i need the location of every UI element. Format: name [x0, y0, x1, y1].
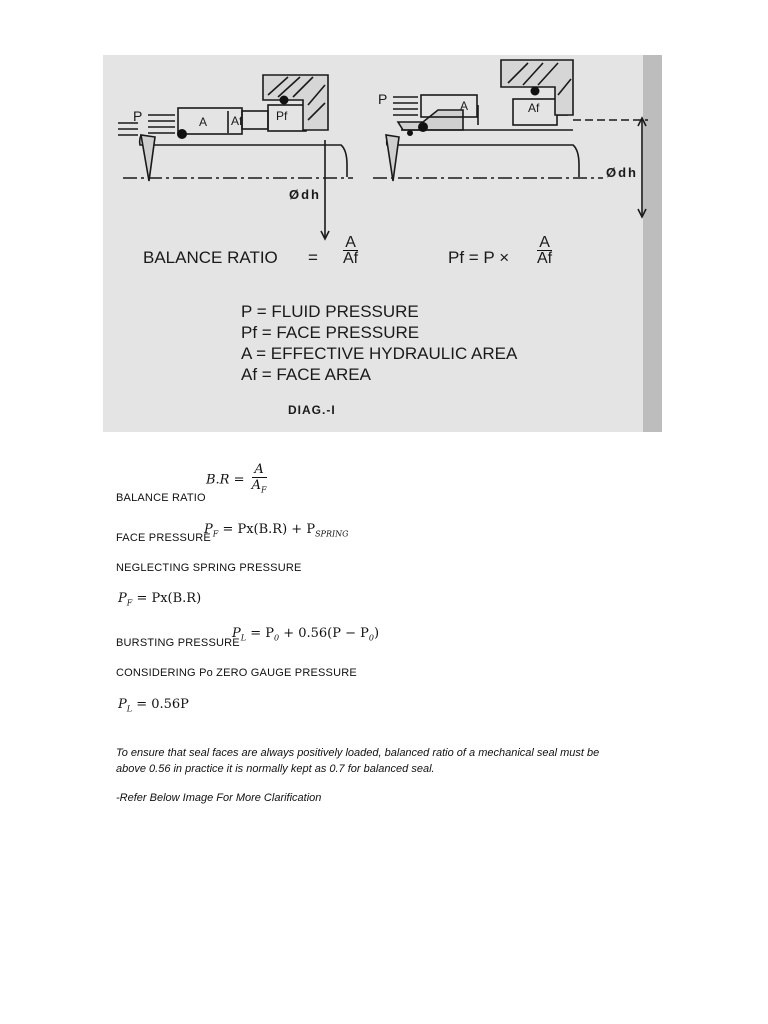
seal-diagram-figure — [103, 55, 662, 432]
face-pressure-formula: Pf = P × — [448, 248, 510, 267]
left-area-label: A — [199, 115, 208, 129]
diagram-caption: DIAG.-I — [288, 403, 336, 417]
right-diameter-label: Ødh — [606, 165, 638, 180]
fraction-denominator: Af — [537, 250, 553, 267]
neglecting-spring-label: NEGLECTING SPRING PRESSURE — [116, 562, 302, 574]
bursting-pressure-label: BURSTING PRESSURE — [116, 637, 240, 649]
left-pressure-label: P — [133, 108, 143, 124]
face-pressure-equation: $P_F = Px(B.R) + P_{SPRING}$ — [204, 522, 349, 539]
left-face-area-label: Af — [231, 114, 243, 128]
considering-zero-gauge-label: CONSIDERING Po ZERO GAUGE PRESSURE — [116, 667, 357, 679]
bursting-pressure-simplified-equation: $P_L = 0.56P$ — [118, 697, 189, 714]
equals-sign: = — [308, 248, 318, 267]
face-pressure-simplified-equation: $P_F = Px(B.R)$ — [118, 591, 202, 608]
note-line: To ensure that seal faces are always positively loaded, balanced ratio of a mechanical seal must be — [116, 747, 600, 759]
face-pressure-fraction — [537, 235, 552, 266]
right-pressure-label: P — [378, 91, 388, 107]
left-seal-drawing — [118, 75, 353, 239]
balance-ratio-label: BALANCE RATIO — [116, 492, 206, 504]
note-line: above 0.56 in practice it is normally kept as 0.7 for balanced seal. — [116, 763, 435, 775]
balance-ratio-heading: BALANCE RATIO — [143, 248, 278, 267]
balance-ratio-note — [116, 745, 599, 777]
legend-item: P = FLUID PRESSURE — [241, 302, 419, 321]
legend-block — [241, 301, 517, 385]
left-face-pressure-label: Pf — [276, 109, 288, 123]
face-pressure-label: FACE PRESSURE — [116, 532, 211, 544]
right-area-label: A — [460, 99, 469, 113]
br-numerator: A — [252, 462, 267, 478]
br-lhs: B.R = — [206, 472, 245, 488]
fraction-numerator: A — [343, 235, 358, 251]
legend-item: A = EFFECTIVE HYDRAULIC AREA — [241, 344, 518, 363]
bursting-pressure-equation: $P_L = P_0 + 0.56(P - P_0)$ — [232, 626, 380, 643]
legend-item: Af = FACE AREA — [241, 365, 371, 384]
fraction-numerator: A — [537, 235, 552, 251]
left-diameter-label: Ødh — [289, 187, 321, 202]
br-fraction — [252, 462, 267, 498]
right-seal-drawing — [373, 60, 648, 217]
balance-ratio-equation — [206, 462, 267, 498]
fraction-denominator: Af — [343, 250, 359, 267]
br-denominator: $A_F$ — [251, 478, 267, 495]
balance-ratio-fraction — [343, 235, 358, 266]
right-face-area-label: Af — [528, 101, 540, 115]
legend-item: Pf = FACE PRESSURE — [241, 323, 420, 342]
refer-image-note: -Refer Below Image For More Clarification — [116, 792, 322, 804]
